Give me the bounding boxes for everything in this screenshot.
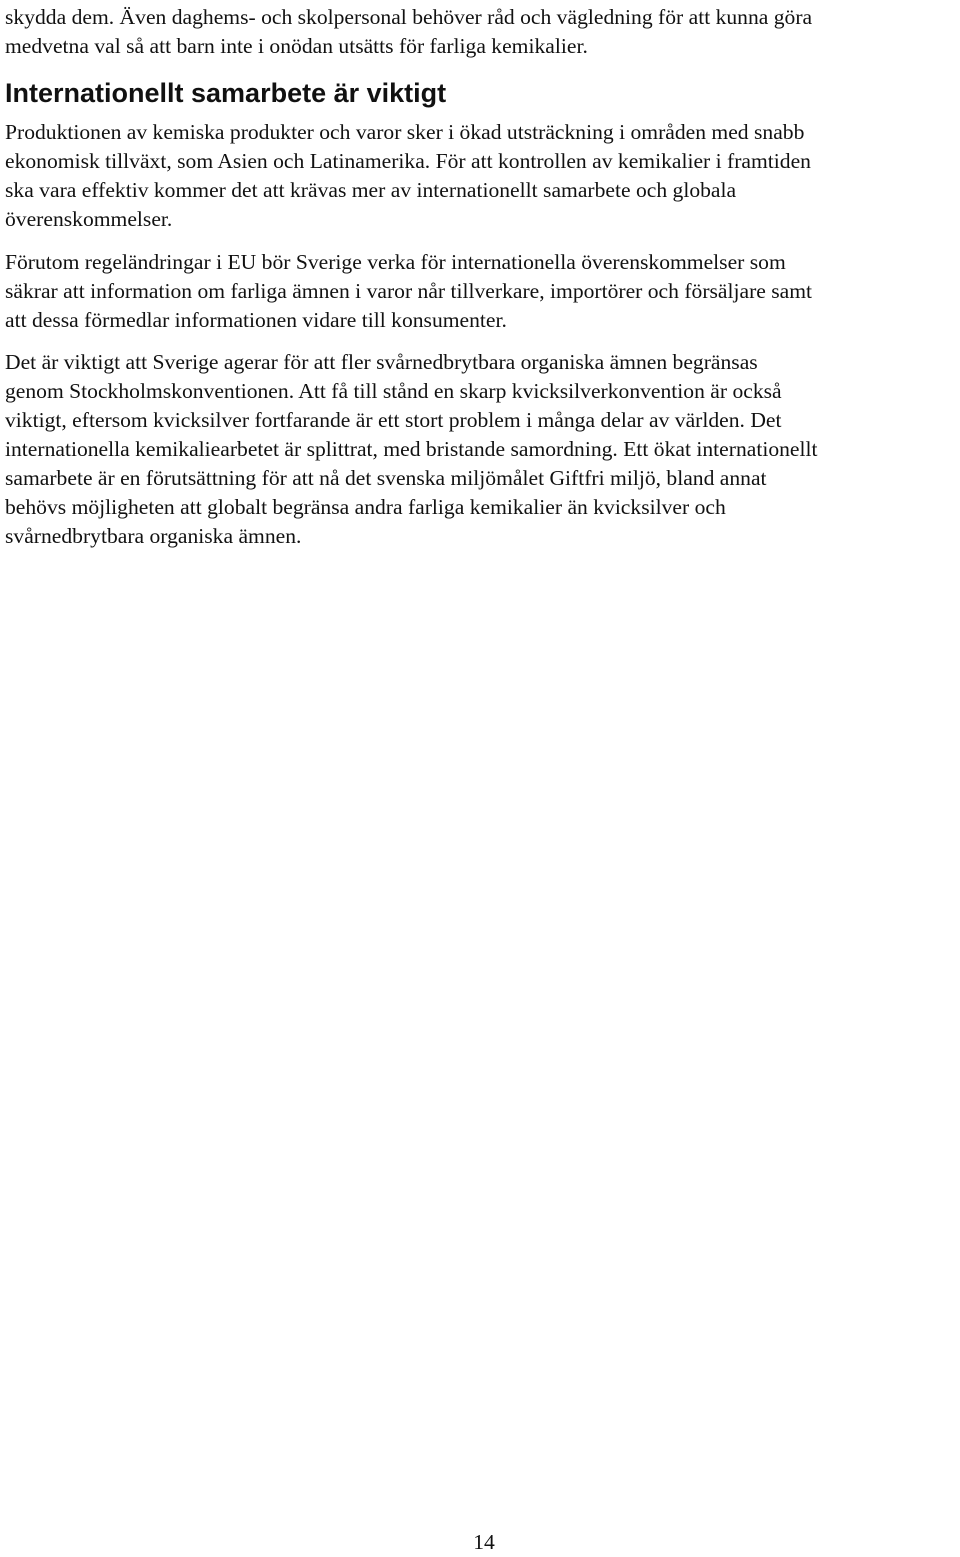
text-line: Det är viktigt att Sverige agerar för att fler svårnedbrytbara organiska ämnen begränsas <box>5 350 758 374</box>
page-number: 14 <box>473 1530 495 1554</box>
text-line: medvetna val så att barn inte i onödan utsätts för farliga kemikalier. <box>5 34 588 58</box>
section-heading: Internationellt samarbete är viktigt <box>5 78 447 108</box>
text-line: att dessa förmedlar informationen vidare till konsumenter. <box>5 308 507 332</box>
text-line: internationella kemikaliearbetet är splittrat, med bristande samordning. Ett ökat internationellt <box>5 437 818 461</box>
text-line: samarbete är en förutsättning för att nå det svenska miljömålet Giftfri miljö, bland annat <box>5 466 767 490</box>
text-line: svårnedbrytbara organiska ämnen. <box>5 524 302 548</box>
text-line: Förutom regeländringar i EU bör Sverige verka för internationella överenskommelser som <box>5 250 786 274</box>
text-line: genom Stockholmskonventionen. Att få till stånd en skarp kvicksilverkonvention är också <box>5 379 782 403</box>
text-line: viktigt, eftersom kvicksilver fortfarande är ett stort problem i många delar av världen. Det <box>5 408 782 432</box>
text-line: Produktionen av kemiska produkter och varor sker i ökad utsträckning i områden med snabb <box>5 120 805 144</box>
text-line: ekonomisk tillväxt, som Asien och Latinamerika. För att kontrollen av kemikalier i framtiden <box>5 149 811 173</box>
text-line: ska vara effektiv kommer det att krävas mer av internationellt samarbete och globala <box>5 178 737 202</box>
text-line: behövs möjligheten att globalt begränsa andra farliga kemikalier än kvicksilver och <box>5 495 726 519</box>
text-line: skydda dem. Även daghems- och skolpersonal behöver råd och vägledning för att kunna göra <box>5 5 813 29</box>
text-line: överenskommelser. <box>5 207 173 231</box>
text-line: säkrar att information om farliga ämnen i varor når tillverkare, importörer och försäljare samt <box>5 279 813 303</box>
